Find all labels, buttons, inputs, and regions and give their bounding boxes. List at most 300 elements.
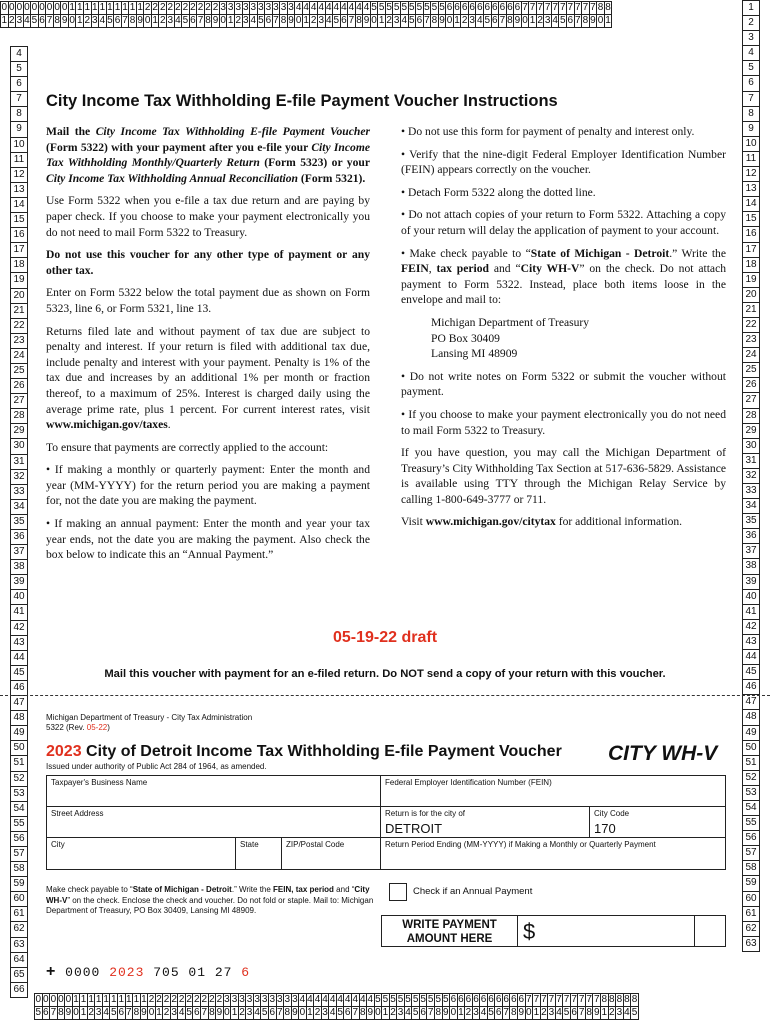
ruler-digit: 0 [446,15,453,26]
ruler-digit: 2 [190,2,196,13]
annual-payment-checkbox[interactable] [389,883,407,901]
ruler-digit: 2 [386,15,392,26]
ruler-digit: 6 [518,994,525,1005]
top-ruler-row-2 [1,14,612,28]
ruler-digit: 1 [152,15,158,26]
bullet-electronic: • If you choose to make your payment electronically you do not need to mail Form 5322 to Treasury. [401,407,726,437]
line-number: 25 [742,362,760,378]
ruler-digit: 2 [144,2,151,13]
ruler-digit: 3 [322,1007,328,1018]
return-period-field[interactable] [380,837,726,870]
ruler-digit: 3 [246,1007,253,1018]
tax-period-term: tax period [436,262,489,276]
ruler-digit: 0 [597,15,604,26]
ruler-digit: 3 [616,1007,623,1018]
line-number: 11 [742,151,760,167]
ruler-digit: 3 [265,2,272,13]
ruler-digit: 6 [269,1007,275,1018]
ruler-digit: 1 [1,15,8,26]
ruler-digit: 7 [590,2,596,13]
line-number: 35 [10,514,28,530]
ruler-digit: 0 [46,2,53,13]
ruler-digit: 4 [405,1007,411,1018]
ruler-digit: 8 [356,15,362,26]
ruler-digit: 4 [254,1007,260,1018]
ruler-digit: 7 [126,1007,132,1018]
form-revision [46,723,252,733]
ruler-digit: 1 [133,994,140,1005]
payable-text: ” on the check. Do not attach payment to Form 5322. Instead, place both items loose in the envelope and mail to: [401,262,727,307]
ruler-digit: 4 [303,2,309,13]
ruler-digit: 1 [227,15,234,26]
city-code-value: 170 [594,821,616,836]
ruler-digit: 4 [103,1007,109,1018]
ruler-digit: 1 [107,2,113,13]
ruler-digit: 6 [507,2,513,13]
line-number: 35 [742,513,760,529]
ruler-digit: 6 [39,15,45,26]
ruler-digit: 3 [397,1007,404,1018]
ruler-digit: 5 [186,1007,192,1018]
line-number: 11 [10,152,28,168]
ruler-digit: 4 [322,994,328,1005]
ruler-digit: 2 [537,15,543,26]
line-number: 42 [742,619,760,635]
line-number: 52 [10,771,28,787]
ruler-digit: 2 [212,2,219,13]
city-code-label: City Code [594,809,630,818]
address-line: PO Box 30409 [431,331,500,345]
citytax-link[interactable]: www.michigan.gov/citytax [425,515,556,529]
ruler-digit: 4 [401,15,408,26]
ruler-digit: 4 [175,15,181,26]
ruler-digit: 2 [163,994,170,1005]
ruler-digit: 0 [450,1007,457,1018]
line-number: 51 [742,755,760,771]
ruler-digit: 5 [35,1007,42,1018]
ruler-digit: 6 [454,2,460,13]
ruler-digit: 3 [254,994,260,1005]
line-number: 16 [742,226,760,242]
ruler-digit: 5 [409,15,415,26]
ruler-digit: 4 [341,2,347,13]
line-number: 19 [10,272,28,288]
ruler-digit: 1 [73,994,79,1005]
visit-text: Visit [401,515,426,529]
line-number: 53 [10,786,28,802]
line-number: 24 [742,347,760,363]
ruler-digit: 4 [356,2,362,13]
ruler-digit: 3 [235,2,241,13]
zip-field[interactable] [281,837,381,870]
ruler-digit: 1 [126,994,132,1005]
penalty-text-end: . [167,418,171,432]
return-city-value: DETROIT [385,821,443,836]
line-number: 6 [10,76,28,92]
ruler-digit: 8 [280,15,287,26]
ruler-digit: 5 [390,994,396,1005]
fein-field[interactable] [380,775,726,807]
ruler-digit: 7 [503,1007,509,1018]
ruler-digit: 8 [284,1007,291,1018]
ruler-digit: 4 [352,994,359,1005]
ruler-digit: 1 [114,2,121,13]
ruler-digit: 1 [76,15,83,26]
ruler-digit: 5 [31,15,38,26]
address-line: Lansing MI 48909 [431,347,518,361]
ruler-digit: 2 [609,1007,615,1018]
ruler-digit: 3 [167,15,174,26]
line-number: 21 [742,302,760,318]
ruler-digit: 2 [9,15,15,26]
ruler-digit: 2 [465,1007,472,1018]
ruler-digit: 2 [216,994,223,1005]
scan-code-year: 2023 [109,965,145,980]
ruler-digit: 5 [258,15,264,26]
ruler-digit: 5 [107,15,113,26]
line-number: 49 [742,725,760,741]
ruler-digit: 2 [167,2,174,13]
line-number: 28 [742,408,760,424]
ruler-digit: 0 [50,994,57,1005]
ruler-digit: 6 [567,15,574,26]
ruler-digit: 3 [288,2,294,13]
line-number: 13 [10,182,28,198]
bottom-ruler-row-2 [35,1006,639,1020]
line-number: 7 [742,91,760,107]
city-field[interactable] [46,837,236,870]
form-revision-text: 5322 (Rev. [46,723,87,732]
line-number: 8 [10,106,28,122]
ruler-digit: 5 [435,994,442,1005]
left-line-numbers [10,47,28,998]
ruler-digit: 7 [575,15,581,26]
ruler-digit: 7 [348,15,355,26]
voucher-instr-text: Make check payable to “ [46,885,133,894]
ruler-digit: 4 [556,1007,562,1018]
return-city-label: Return is for the city of [385,809,466,818]
intro-text: Mail the [46,125,96,138]
ruler-digit: 2 [159,15,166,26]
ruler-digit: 0 [39,2,45,13]
ruler-digit: 2 [163,1007,170,1018]
ruler-digit: 6 [193,1007,200,1018]
ruler-digit: 1 [95,994,102,1005]
ruler-digit: 2 [148,994,155,1005]
instructions-left-column [46,124,370,570]
ruler-digit: 5 [405,994,411,1005]
ruler-digit: 2 [201,994,208,1005]
payable-text: , [428,262,437,276]
line-number: 49 [10,725,28,741]
ruler-digit: 1 [84,2,91,13]
authority-note: Issued under authority of Public Act 284 of 1964, as amended. [46,762,267,771]
ruler-digit: 0 [35,994,42,1005]
ruler-digit: 7 [593,994,600,1005]
line-number: 18 [10,257,28,273]
line-number: 52 [742,770,760,786]
ruler-digit: 8 [605,2,611,13]
ruler-digit: 3 [231,994,238,1005]
ruler-digit: 8 [609,994,615,1005]
ruler-digit: 1 [92,2,98,13]
ruler-digit: 4 [348,2,355,13]
ruler-digit: 7 [427,1007,434,1018]
line-number: 14 [10,197,28,213]
form-id: CITY WH-V [608,742,718,765]
detach-dotted-line [0,695,770,696]
bottom-digit-ruler [35,993,639,1020]
ruler-digit: 1 [137,2,143,13]
ruler-digit: 7 [582,2,589,13]
voucher-title [46,743,562,761]
ruler-digit: 2 [156,994,162,1005]
ruler-digit: 1 [110,994,117,1005]
ruler-digit: 7 [276,1007,283,1018]
ruler-digit: 6 [416,15,423,26]
ruler-digit: 2 [193,994,200,1005]
line-number: 46 [742,679,760,695]
mailing-address [401,315,726,362]
line-number: 29 [742,423,760,439]
ruler-digit: 5 [382,994,389,1005]
taxes-link[interactable]: www.michigan.gov/taxes [46,418,168,432]
efile-paragraph: Use Form 5322 when you e-file a tax due return and are paying by paper check. If you choose to make your payment electronically you do not need to mail Form 5322 to Treasury. [46,194,370,239]
ruler-digit: 9 [216,1007,223,1018]
line-number: 51 [10,755,28,771]
line-number: 5 [10,61,28,77]
ruler-digit: 0 [526,1007,532,1018]
line-number: 60 [10,891,28,907]
ruler-digit: 6 [450,994,457,1005]
ruler-digit: 1 [303,15,309,26]
ruler-digit: 4 [624,1007,630,1018]
ruler-digit: 9 [288,15,294,26]
payment-amount-box[interactable] [381,915,726,947]
return-city-field [380,806,590,838]
ruler-digit: 0 [375,1007,381,1018]
ruler-digit: 3 [95,1007,102,1018]
line-number: 36 [742,528,760,544]
ruler-digit: 4 [307,994,313,1005]
ruler-digit: 1 [458,1007,464,1018]
line-number: 60 [742,891,760,907]
ruler-digit: 2 [310,15,317,26]
ruler-digit: 7 [548,994,555,1005]
line-number: 20 [10,288,28,304]
ruler-digit: 5 [412,1007,419,1018]
ruler-digit: 6 [446,2,453,13]
ruler-digit: 9 [363,15,370,26]
ruler-digit: 5 [559,15,566,26]
ruler-digit: 5 [397,994,404,1005]
ruler-digit: 2 [197,2,204,13]
line-number: 17 [742,242,760,258]
line-number: 9 [742,121,760,137]
city-code-field [589,806,726,838]
line-number: 28 [10,408,28,424]
ruler-digit: 7 [571,994,577,1005]
ruler-digit: 7 [567,2,574,13]
penalty-text: Returns filed late and without payment of tax due are subject to penalty and interest. If your return is filed with additional tax due, include penalty and interest with your payment. Penalty is 1% of the tax due and increases by an additional 1% per month or fraction thereof, to a maximum of 25%. Interest is charged daily using the average prime rate, plus 1 percent. For current interest rates, visit [46,324,370,416]
dollar-sign: $ [523,919,536,944]
ruler-digit: 2 [314,1007,321,1018]
intro-form-name: City Income Tax Withholding E-file Payment Voucher [95,125,370,138]
ruler-digit: 6 [488,994,494,1005]
line-number: 38 [742,558,760,574]
ruler-digit: 6 [43,1007,49,1018]
bottom-ruler-row-1 [35,993,639,1007]
ruler-digit: 9 [514,15,521,26]
line-number: 43 [10,635,28,651]
street-address-label: Street Address [51,809,104,818]
line-number: 48 [10,710,28,726]
ruler-digit: 0 [54,2,60,13]
ruler-digit: 4 [333,2,340,13]
ruler-digit: 3 [242,15,249,26]
voucher-mail-instructions [46,885,381,917]
form-revision-text: ) [107,723,110,732]
state-field[interactable] [235,837,282,870]
ruler-digit: 2 [182,2,189,13]
ruler-digit: 2 [88,1007,94,1018]
ruler-digit: 1 [103,994,109,1005]
return-period-label: Return Period Ending (MM-YYYY) if Making a Monthly or Quarterly Payment [385,840,656,849]
ruler-digit: 7 [499,15,506,26]
line-number: 17 [10,242,28,258]
line-number: 25 [10,363,28,379]
ruler-digit: 9 [292,1007,298,1018]
ruler-digit: 1 [122,2,128,13]
ruler-digit: 7 [575,2,581,13]
line-number: 59 [10,876,28,892]
ruler-digit: 7 [586,994,592,1005]
ruler-digit: 4 [24,15,30,26]
ruler-digit: 0 [522,15,528,26]
payment-amount-label: WRITE PAYMENT AMOUNT HERE [382,916,518,946]
ruler-digit: 3 [171,1007,177,1018]
line-number: 9 [10,121,28,137]
ruler-digit: 1 [378,15,385,26]
mail-note: Mail this voucher with payment for an e-filed return. Do NOT send a copy of your return with this voucher. [104,668,666,680]
ruler-digit: 5 [420,994,426,1005]
line-number: 19 [742,272,760,288]
line-number: 31 [742,453,760,469]
agency-name: Michigan Department of Treasury - City Tax Administration [46,713,253,722]
ruler-digit: 1 [307,1007,313,1018]
state-label: State [240,840,259,849]
tax-year: 2023 [46,743,82,760]
line-number: 41 [10,604,28,620]
address-line: Michigan Department of Treasury [431,315,590,329]
ruler-digit: 1 [69,2,75,13]
line-number: 46 [10,680,28,696]
line-number: 4 [10,46,28,62]
ruler-digit: 6 [114,15,121,26]
ruler-digit: 4 [329,994,336,1005]
ruler-digit: 5 [439,2,445,13]
ruler-digit: 5 [631,1007,638,1018]
line-number: 62 [742,921,760,937]
ruler-digit: 9 [590,15,596,26]
line-number: 23 [742,332,760,348]
scan-code-check: 6 [241,965,251,980]
ruler-digit: 2 [239,1007,245,1018]
ruler-digit: 3 [292,994,298,1005]
ruler-digit: 5 [386,2,392,13]
ruler-digit: 0 [58,994,64,1005]
line-number: 5 [742,60,760,76]
line-number: 13 [742,181,760,197]
ruler-digit: 5 [401,2,408,13]
ruler-digit: 7 [544,2,551,13]
ruler-digit: 2 [84,15,91,26]
scan-plus-mark: + [46,963,57,980]
line-number: 62 [10,921,28,937]
ruler-digit: 2 [390,1007,396,1018]
line-number: 32 [742,468,760,484]
ruler-digit: 9 [137,15,143,26]
ruler-digit: 4 [326,2,332,13]
line-number: 45 [742,664,760,680]
line-number: 65 [10,967,28,983]
do-not-use-paragraph: Do not use this voucher for any other type of payment or any other tax. [46,248,370,277]
ruler-digit: 5 [484,15,491,26]
ruler-digit: 6 [492,15,498,26]
line-number: 37 [742,543,760,559]
ruler-digit: 1 [141,994,147,1005]
line-number: 33 [10,484,28,500]
bullet-verify-fein: • Verify that the nine-digit Federal Employer Identification Number (FEIN) appears correctly on the voucher. [401,147,726,177]
ruler-digit: 5 [424,2,430,13]
ruler-digit: 3 [276,994,283,1005]
ruler-digit: 7 [424,15,430,26]
line-number: 12 [10,167,28,183]
ruler-digit: 7 [533,994,540,1005]
enter-total-paragraph: Enter on Form 5322 below the total payment due as shown on Form 5323, line 6, or Form 5321, line 13. [46,286,370,315]
ruler-digit: 9 [65,1007,72,1018]
street-address-field[interactable] [46,806,381,838]
ruler-digit: 9 [367,1007,374,1018]
ruler-digit: 6 [458,994,464,1005]
ruler-digit: 0 [43,994,49,1005]
line-number: 27 [742,392,760,408]
business-name-label: Taxpayer's Business Name [51,778,148,787]
line-number: 58 [742,860,760,876]
line-number: 27 [10,393,28,409]
ruler-digit: 7 [122,15,128,26]
line-number: 66 [10,982,28,998]
ruler-digit: 8 [431,15,438,26]
ruler-digit: 3 [273,2,279,13]
line-number: 61 [742,906,760,922]
business-name-field[interactable] [46,775,381,807]
ruler-digit: 7 [552,2,558,13]
line-number: 18 [742,257,760,273]
ruler-digit: 1 [99,2,106,13]
ruler-digit: 4 [367,994,374,1005]
ruler-digit: 6 [344,1007,351,1018]
ruler-digit: 1 [118,994,125,1005]
ruler-digit: 5 [261,1007,268,1018]
ruler-digit: 6 [571,1007,577,1018]
ruler-digit: 5 [488,1007,494,1018]
question-paragraph: If you have question, you may call the Michigan Department of Treasury’s City Withholding Tax Section at 517-636-5829. Assistance is available using TTY through the Michigan Relay Service by calling 1-800-649-3777 or 711. [401,446,726,506]
bullet-check-payable [401,246,726,308]
line-number: 29 [10,423,28,439]
line-number: 39 [742,574,760,590]
ruler-digit: 4 [344,994,351,1005]
